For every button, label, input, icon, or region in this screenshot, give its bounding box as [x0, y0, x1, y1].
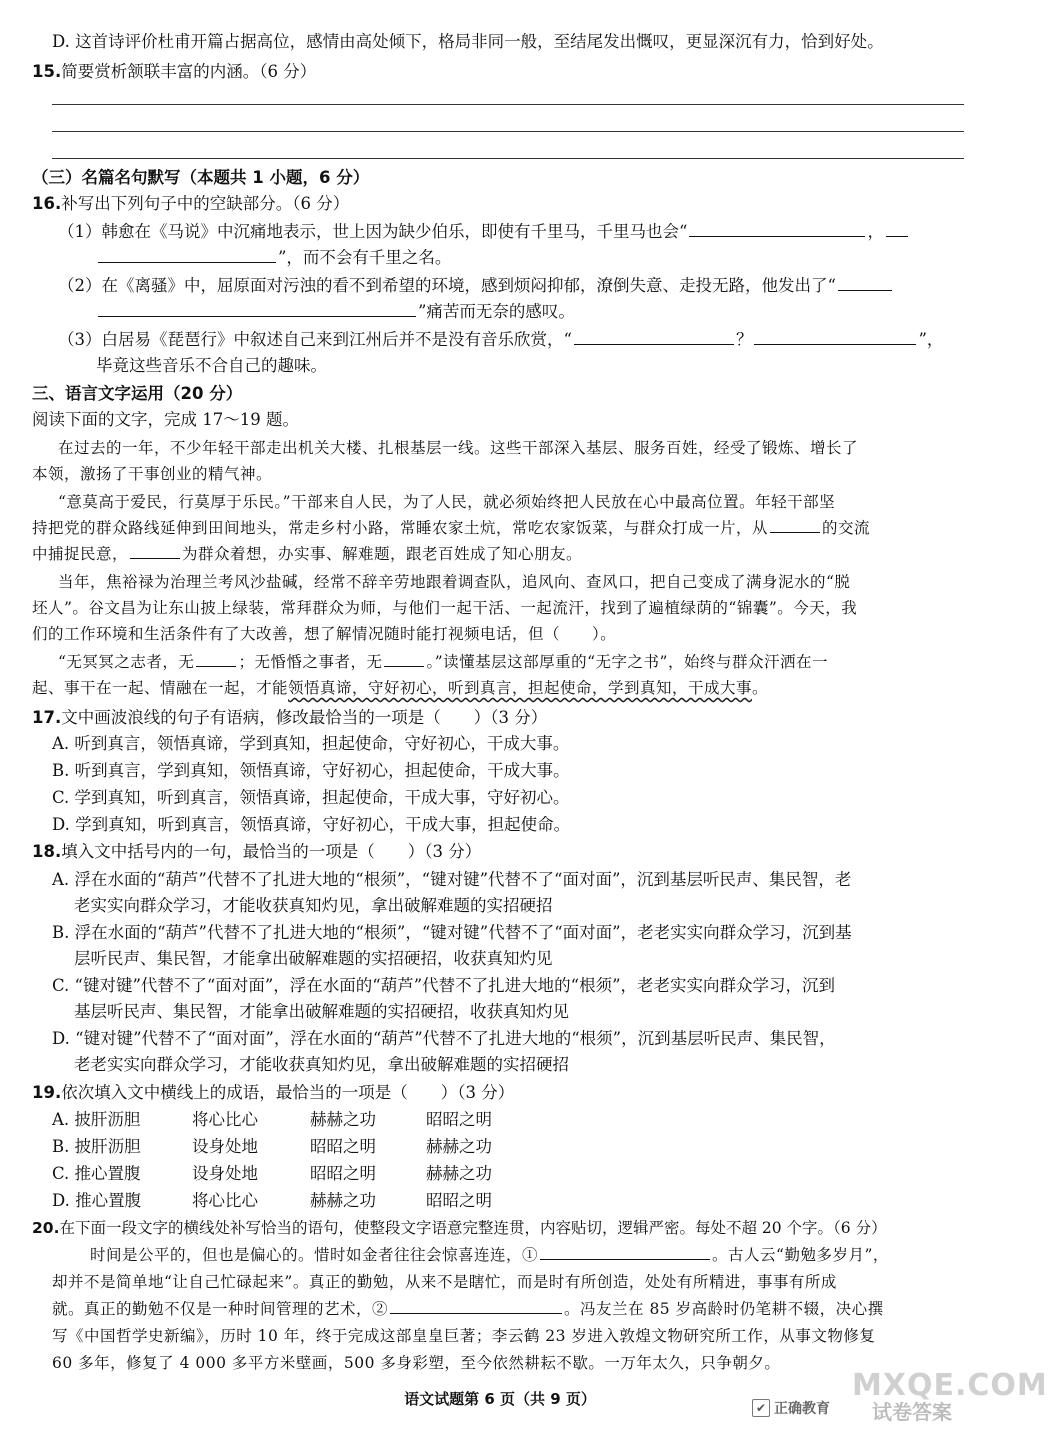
passage-text: 为群众着想，办实事、解难题，跟老百姓成了知心朋友。	[182, 545, 583, 563]
q20-line4: 写《中国哲学史新编》，历时 10 年，终于完成这部皇皇巨著；李云鹤 23 岁进入敦煌文物研究所工作，从事文物修复	[52, 1327, 876, 1345]
passage-text: 。	[752, 679, 769, 697]
passage-p1-line2: 本领，激扬了干事创业的精气神。	[32, 465, 273, 483]
watermark-brand	[752, 1398, 830, 1418]
q20-line1	[90, 1243, 889, 1267]
q17-option-b[interactable]: B. 听到真言，学到真知，领悟真谛，守好初心，担起使命，干成大事。	[52, 761, 570, 780]
watermark-brand-text: 正确教育	[774, 1401, 830, 1417]
q16-p1-text-b: ，	[867, 222, 884, 241]
page-footer: 语文试题第 6 页（共 9 页）	[404, 1390, 596, 1408]
q16-part2-line1	[58, 274, 894, 298]
idiom: 昭昭之明	[310, 1137, 376, 1156]
q18-option-d-line1[interactable]: D. “键对键”代替不了“面对面”，浮在水面的“葫芦”代替不了扎进大地的“根须”，沉到基层听民声、集民智，	[52, 1029, 836, 1048]
q16-part1-line2	[96, 246, 451, 270]
idiom: 设身处地	[192, 1137, 258, 1156]
passage-text: 中捕捉民意，	[32, 545, 129, 563]
q16-p2-text-b: ”痛苦而无奈的感叹。	[418, 302, 575, 321]
q18-option-b-line1[interactable]: B. 浮在水面的“葫芦”代替不了扎进大地的“根须”，“键对键”代替不了“面对面”，老老实实向群众学习，沉到基	[52, 923, 852, 942]
q16-part1-line1	[58, 220, 910, 244]
blank[interactable]	[689, 220, 865, 237]
q15-number: 15.	[32, 62, 62, 81]
passage-text: 持把党的群众路线延伸到田间地头，常走乡村小路，常睡农家土炕，常吃农家饭菜，与群众打成一片，从	[32, 519, 769, 537]
q16-part3-line2: 毕竟这些音乐不合自己的趣味。	[96, 356, 327, 375]
q18-text: 填入文中括号内的一句，最恰当的一项是（ ）（3 分）	[61, 842, 482, 861]
passage-text: 起、事干在一起、情融在一起，才能	[32, 679, 289, 697]
passage-p4-line1	[58, 650, 828, 674]
q18-option-c-line1[interactable]: C. “键对键”代替不了“面对面”，浮在水面的“葫芦”代替不了扎进大地的“根须”，老老实实向群众学习，沉到	[52, 976, 836, 995]
q20-line3	[52, 1297, 884, 1321]
passage-p2-line1: “意莫高于爱民，行莫厚于乐民。”干部来自人民，为了人民，就必须始终把人民放在心中最高位置。年轻干部坚	[58, 493, 836, 511]
reading-intro: 阅读下面的文字，完成 17～19 题。	[32, 410, 299, 429]
passage-text: 。冯友兰在 85 岁高龄时仍笔耕不辍，决心撰	[564, 1300, 884, 1318]
passage-text: 就。真正的勤勉不仅是一种时间管理的艺术，②	[52, 1300, 389, 1318]
blank-1[interactable]	[540, 1243, 710, 1260]
passage-p2-line2	[32, 516, 870, 540]
q20-number: 20.	[32, 1219, 60, 1237]
q16-p1-text-a: （1）韩愈在《马说》中沉痛地表示，世上因为缺少伯乐，即使有千里马，千里马也会“	[58, 222, 688, 241]
watermark	[752, 1368, 1048, 1432]
idiom: 昭昭之明	[426, 1110, 492, 1129]
blank[interactable]	[98, 300, 416, 317]
passage-text: 。”读懂基层这部厚重的“无字之书”，始终与群众汗洒在一	[426, 653, 828, 671]
q18	[32, 840, 481, 864]
q17-option-d[interactable]: D. 学到真知，听到真言，领悟真谛，守好初心，干成大事，担起使命。	[52, 815, 571, 834]
q17-text: 文中画波浪线的句子有语病，修改最恰当的一项是（ ）（3 分）	[61, 708, 548, 727]
blank[interactable]	[384, 650, 424, 667]
q19-option-c[interactable]	[52, 1162, 492, 1186]
passage-p3-line2: 坯人”。谷文昌为让东山披上绿装，常拜群众为师，与他们一起干活、一起流汗，找到了遍植绿荫的“锦囊”。今天，我	[32, 599, 858, 617]
q16-p2-text-a: （2）在《离骚》中，屈原面对污浊的看不到希望的环境，感到烦闷抑郁，潦倒失意、走投无路，他发出了“	[58, 276, 836, 295]
passage-text: 。古人云“勤勉多岁月”，	[712, 1246, 889, 1264]
idiom: 赫赫之功	[310, 1191, 376, 1210]
q17	[32, 706, 547, 730]
section-3-title: （三）名篇名句默写（本题共 1 小题，6 分）	[32, 168, 370, 187]
checkbox-icon: ✔	[752, 1399, 770, 1417]
q16	[32, 192, 349, 216]
q17-option-c[interactable]: C. 学到真知，听到真言，领悟真谛，担起使命，干成大事，守好初心。	[52, 788, 570, 807]
passage-text: 的交流	[822, 519, 871, 537]
idiom: 将心比心	[192, 1191, 258, 1210]
q14-option-d: D. 这首诗评价杜甫开篇占据高位，感情由高处倾下，格局非同一般，至结尾发出慨叹，更显深沉有力，恰到好处。	[52, 32, 884, 51]
answer-line-1	[52, 104, 964, 105]
idiom: 设身处地	[192, 1164, 258, 1183]
q18-option-b-line2[interactable]: 层听民声、集民智，才能拿出破解难题的实招硬招，收获真知灼见	[74, 949, 553, 968]
q19-number: 19.	[32, 1083, 62, 1102]
q18-option-c-line2[interactable]: 基层听民声、集民智，才能拿出破解难题的实招硬招，收获真知灼见	[74, 1002, 569, 1021]
idiom: 昭昭之明	[426, 1191, 492, 1210]
idiom: 赫赫之功	[426, 1137, 492, 1156]
idiom: 赫赫之功	[426, 1164, 492, 1183]
idiom: B. 披肝沥胆	[52, 1137, 141, 1156]
q19-option-a[interactable]	[52, 1108, 492, 1132]
q16-p3-text-a: （3）白居易《琵琶行》中叙述自己来到江州后并不是没有音乐欣赏，“	[58, 330, 572, 349]
q18-option-a-line1[interactable]: A. 浮在水面的“葫芦”代替不了扎进大地的“根须”，“键对键”代替不了“面对面”，沉到基层听民声、集民智，老	[52, 870, 852, 889]
q18-number: 18.	[32, 842, 62, 861]
q18-option-a-line2[interactable]: 老实实向群众学习，才能收获真知灼见，拿出破解难题的实招硬招	[74, 896, 553, 915]
watermark-label: 试卷答案	[872, 1400, 952, 1424]
blank[interactable]	[98, 246, 276, 263]
q19	[32, 1081, 514, 1105]
q20-text: 在下面一段文字的横线处补写恰当的语句，使整段文字语意完整连贯，内容贴切，逻辑严密。每处不超 20 个字。（6 分）	[59, 1219, 887, 1237]
q20-line2: 却并不是简单地“让自己忙碌起来”。真正的勤勉，从来不是瞎忙，而是时有所创造，处处有所精进，事事有所成	[52, 1273, 837, 1291]
q20	[32, 1216, 887, 1240]
blank[interactable]	[196, 650, 236, 667]
idiom: C. 推心置腹	[52, 1164, 141, 1183]
blank[interactable]	[838, 274, 892, 291]
passage-p3-line3: 们的工作环境和生活条件有了大改善，想了解情况随时能打视频电话，但（ ）。	[32, 625, 617, 643]
answer-line-3	[52, 158, 964, 159]
blank-2[interactable]	[390, 1297, 562, 1314]
q16-number: 16.	[32, 194, 62, 213]
passage-p3-line1: 当年，焦裕禄为治理兰考风沙盐碱，经常不辞辛劳地跟着调查队，追风向、查风口，把自己变成了满身泥水的“脱	[58, 573, 851, 591]
idiom: D. 推心置腹	[52, 1191, 142, 1210]
q17-number: 17.	[32, 708, 62, 727]
passage-p1-line1: 在过去的一年，不少年轻干部走出机关大楼、扎根基层一线。这些干部深入基层、服务百姓，经受了锻炼、增长了	[58, 439, 859, 457]
passage-text: 时间是公平的，但也是偏心的。惜时如金者往往会惊喜连连，①	[90, 1246, 539, 1264]
idiom: 昭昭之明	[310, 1164, 376, 1183]
blank[interactable]	[770, 516, 820, 533]
q15	[32, 60, 316, 84]
q16-p3-text-b: ？	[735, 330, 753, 349]
passage-text: “无冥冥之志者，无	[58, 653, 195, 671]
idiom: A. 披肝沥胆	[52, 1110, 141, 1129]
q18-option-d-line2[interactable]: 老老实实向群众学习，才能收获真知灼见，拿出破解难题的实招硬招	[74, 1055, 569, 1074]
passage-p4-line2	[32, 676, 768, 700]
blank[interactable]	[574, 328, 734, 345]
q16-part3-line1	[58, 328, 943, 352]
q15-text: 简要赏析颔联丰富的内涵。（6 分）	[61, 62, 317, 81]
q16-text: 补写出下列句子中的空缺部分。（6 分）	[61, 194, 350, 213]
answer-line-2	[52, 131, 964, 132]
q19-option-d[interactable]	[52, 1189, 492, 1213]
q17-option-a[interactable]: A. 听到真言，领悟真谛，学到真知，担起使命，守好初心，干成大事。	[52, 734, 570, 753]
blank[interactable]	[130, 542, 180, 559]
idiom: 赫赫之功	[310, 1110, 376, 1129]
q16-p1-text-c: ”，而不会有千里之名。	[278, 248, 452, 267]
blank[interactable]	[886, 220, 908, 237]
watermark-site: MXQE.COM	[852, 1368, 1048, 1403]
q16-part2-line2	[96, 300, 575, 324]
q16-p3-text-c: ”，	[918, 330, 944, 349]
passage-text: ；无惛惛之事者，无	[238, 653, 383, 671]
q20-line5: 60 多年，修复了 4 000 多平方米壁画，500 多身彩塑，至今依然耕耘不歇。一万年太久，只争朝夕。	[52, 1354, 781, 1372]
blank[interactable]	[754, 328, 916, 345]
q19-text: 依次填入文中横线上的成语，最恰当的一项是（ ）（3 分）	[61, 1083, 515, 1102]
q19-option-b[interactable]	[52, 1135, 492, 1159]
part-3-title: 三、语言文字运用（20 分）	[32, 384, 243, 403]
wavy-underlined-sentence: 领悟真谛，守好初心，听到真言，担起使命，学到真知，干成大事	[288, 679, 753, 697]
passage-p2-line3	[32, 542, 582, 566]
idiom: 将心比心	[192, 1110, 258, 1129]
